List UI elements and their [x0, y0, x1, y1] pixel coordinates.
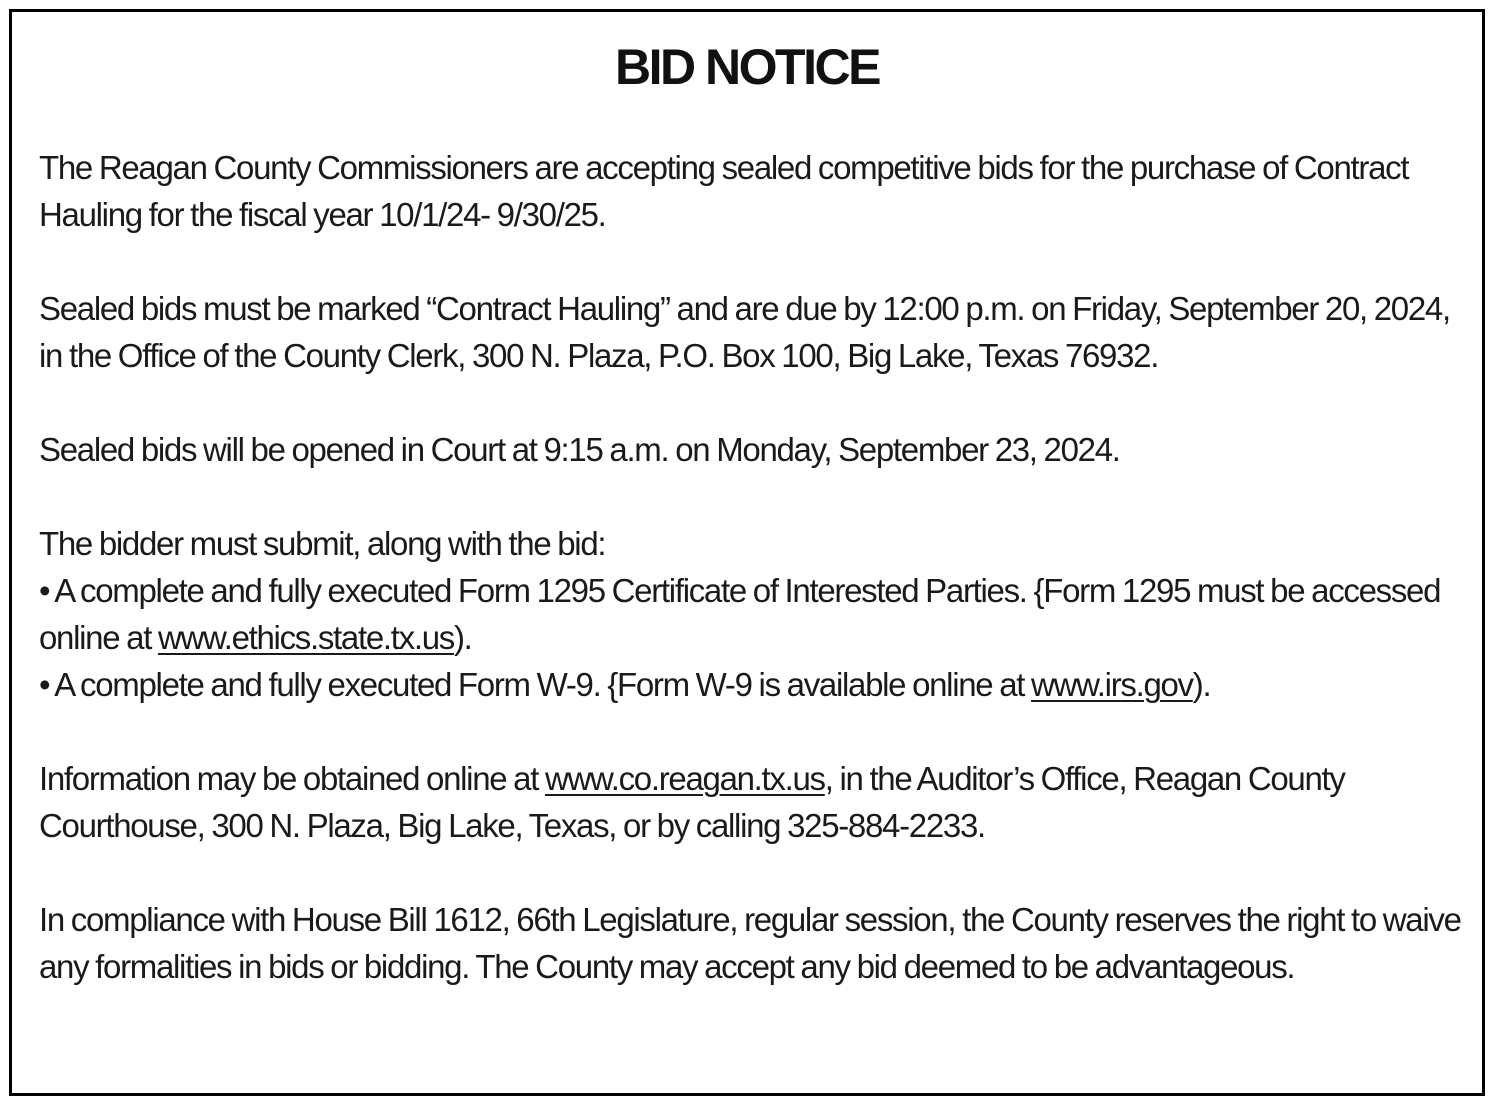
paragraph-spacer — [39, 379, 1469, 426]
information-text-end: , in the Auditor’s Office, Reagan County Courthouse, 300 N. Plaza, Big Lake, Texas, or by calling 325-884-2233. — [39, 760, 1345, 844]
ethics-link[interactable]: www.ethics.state.tx.us — [157, 619, 454, 656]
requirement-form-1295-end: ). — [453, 619, 472, 656]
requirement-form-w9 — [39, 661, 1469, 708]
compliance-paragraph: In compliance with House Bill 1612, 66th Legislature, regular session, the County reserves the right to waive any formalities in bids or bidding. The County may accept any bid deemed to be advantageous. — [39, 901, 1461, 985]
information-paragraph — [39, 755, 1469, 849]
requirement-form-w9-end: ). — [1192, 666, 1211, 703]
requirement-form-1295 — [39, 567, 1469, 661]
paragraph-spacer — [39, 708, 1469, 755]
notice-title: BID NOTICE — [615, 39, 879, 95]
county-website-link[interactable]: www.co.reagan.tx.us — [544, 760, 825, 797]
irs-link[interactable]: www.irs.gov — [1031, 666, 1193, 703]
paragraph-spacer — [39, 473, 1469, 520]
opening-paragraph: Sealed bids will be opened in Court at 9:15 a.m. on Monday, September 23, 2024. — [39, 431, 1120, 468]
requirement-form-1295-text: • A complete and fully executed Form 1295 Certificate of Interested Parties. {Form 1295 must be accessed online at — [39, 572, 1441, 656]
information-text: Information may be obtained online at — [39, 760, 545, 797]
paragraph-spacer — [39, 849, 1469, 896]
paragraph-spacer — [39, 238, 1469, 285]
purchase-paragraph: The Reagan County Commissioners are accepting sealed competitive bids for the purchase of Contract Hauling for the fiscal year 10/1/24- 9/30/25. — [39, 149, 1409, 233]
bid-notice — [9, 9, 1485, 1096]
notice-body — [39, 144, 1469, 990]
requirement-form-w9-text: • A complete and fully executed Form W-9. {Form W-9 is available online at — [39, 666, 1032, 703]
due-date-paragraph: Sealed bids must be marked “Contract Hauling” and are due by 12:00 p.m. on Friday, September 20, 2024, in the Office of the County Clerk, 300 N. Plaza, P.O. Box 100, Big Lake, Texas 76932. — [39, 290, 1450, 374]
requirements-intro: The bidder must submit, along with the bid: — [39, 525, 606, 562]
